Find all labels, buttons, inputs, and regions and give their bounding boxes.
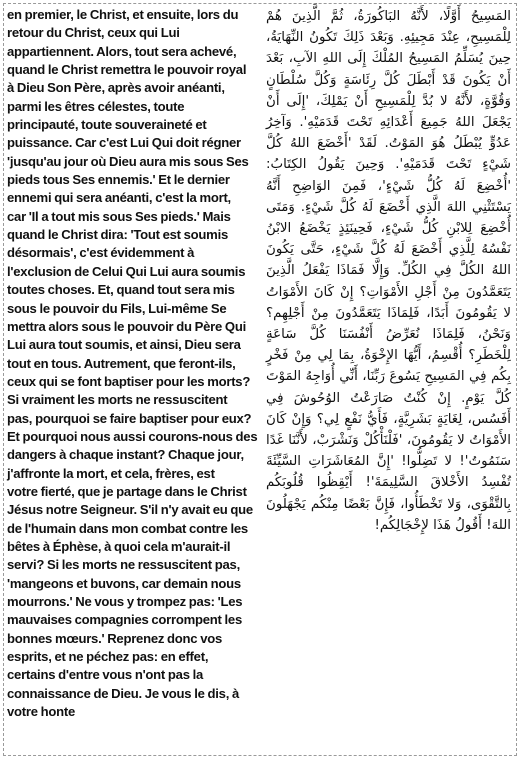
bilingual-page: [3, 3, 517, 756]
arabic-column: المَسِيحُ أَوَّلًا، لأَنَّهُ البَاكُورَةُ، ثُمَّ الَّذِينَ هُمْ لِلْمَسِيحِ، عِنْدَ مَجِيئِهِ. وَبَعْدَ ذَلِكَ تَكُونُ النِّهَايَةُ، حِينَ يُسَلِّمُ المَسِيحُ المُلْكَ إِلَى اللهِ الآبِ، بَعْدَ أَنْ يَكُونَ قَدْ أَبْطَلَ كُلَّ رِئَاسَةٍ وَكُلَّ سُلْطَانٍ وَقُوَّةٍ، لأَنَّهُ لا بُدَّ لِلْمَسِيحِ أَنْ يَمْلِكَ، 'إِلَى أَنْ يَجْعَلَ اللهُ جَمِيعَ أَعْدَائِهِ تَحْتَ قَدَمَيْهِ'. وَآخِرُ عَدُوٍّ يُبْطَلُ هُوَ المَوْتُ. لَقَدْ 'أَخْضَعَ اللهُ كُلَّ شَيْءٍ تَحْتَ قَدَمَيْهِ'. وَحِينَ يَقُولُ الكِتَابُ: 'أُخْضِعَ لَهُ كُلُّ شَيْءٍ'، فَمِنَ الوَاضِحِ أَنَّهُ يَسْتَثْنِي اللهَ الَّذِي أَخْضَعَ لَهُ كُلَّ شَيْءٍ. وَمَتَى أُخْضِعَ لِلابْنِ كُلُّ شَيْءٍ، فَحِينَئِذٍ يَخْضَعُ الابْنُ نَفْسُهُ لِلَّذِي أَخْضَعَ لَهُ كُلَّ شَيْءٍ، حَتَّى يَكُونَ اللهُ الكُلَّ فِي الكُلِّ. وَإِلَّا فَمَاذَا يَفْعَلُ الَّذِينَ يَتَعَمَّدُونَ مِنْ أَجْلِ الأَمْوَاتِ؟ إِنْ كَانَ الأَمْوَاتُ لا يَقُومُونَ أَبَدًا، فَلِمَاذَا يَتَعَمَّدُونَ مِنْ أَجْلِهِم؟ وَنَحْنُ، فَلِمَاذَا نُعَرِّضُ أَنْفُسَنَا كُلَّ سَاعَةٍ لِلْخَطَرِ؟ أُقْسِمُ، أَيُّهَا الإِخْوَةُ، بِمَا لِي مِنْ فَخْرٍ بِكُم فِي المَسِيحِ يَسُوعَ رَبِّنَا، أَنِّي أُوَاجِهُ المَوْتَ كُلَّ يَوْمٍ. إِنْ كُنْتُ صَارَعْتُ الوُحُوشَ فِي أَفَسُس، لِغَايَةٍ بَشَرِيَّةٍ، فَأَيُّ نَفْعٍ لِي؟ وَإِنْ كَانَ الأَمْوَاتُ لا يَقُومُونَ، 'فَلْنَأْكُلْ وَنَشْرَبْ، لأَنَّنَا غَدًا سَنَمُوتُ'! لا تَضِلُّوا! 'إِنَّ المُعَاشَرَاتِ السَّيِّئَةَ تُفْسِدُ الأَخْلاقَ السَّلِيمَةَ'! أَيْقِظُوا قُلُوبَكُم بِالتَّقْوَى، وَلا تَخْطَأُوا، فَإِنَّ بَعْضًا مِنْكُم يَجْهَلُونَ اللهَ! أَقُولُ هَذَا لإِخْجَالِكُم!: [266, 9, 511, 533]
french-column: en premier, le Christ, et ensuite, lors du retour du Christ, ceux qui Lui appartiennent. Alors, tout sera achevé, quand le Christ remettra le pouvoir royal à Dieu Son Père, après avoir anéanti, parmi les êtres célestes, toute principauté, toute souveraineté et puissance. Car c'est Lui Qui doit régner 'jusqu'au jour où Dieu aura mis sous Ses pieds tous Ses ennemis.' Et le dernier ennemi qui sera anéanti, c'est la mort, car 'Il a tout mis sous Ses pieds.' Mais quand le Christ dira: 'Tout est soumis désormais', c'est évidemment à l'exclusion de Celui Qui Lui aura soumis toutes choses. Et, quand tout sera mis sous le pouvoir du Fils, Lui-même Se mettra alors sous le pouvoir du Père Qui Lui aura tout soumis, et ainsi, Dieu sera tout en tous. Autrement, que feront-ils, ceux qui se font baptiser pour les morts? Si vraiment les morts ne ressuscitent pas, pourquoi se faire baptiser pour eux? Et pourquoi nous aussi courons-nous des dangers à chaque instant? Chaque jour, j'affronte la mort, et cela, frères, est votre fierté, que je partage dans le Christ Jésus notre Seigneur. S'il n'y avait eu que de l'humain dans mon combat contre les bêtes à Éphèse, à quoi cela m'aurait-il servi? Si les morts ne ressuscitent pas, 'mangeons et buvons, car demain nous mourrons.' Ne vous y trompez pas: 'Les mauvaises compagnies corrompent les bonnes mœurs.' Reprenez donc vos esprits, et ne péchez pas: en effet, certains d'entre vous n'ont pas la connaissance de Dieu. Je vous le dis, à votre honte: [7, 7, 258, 720]
